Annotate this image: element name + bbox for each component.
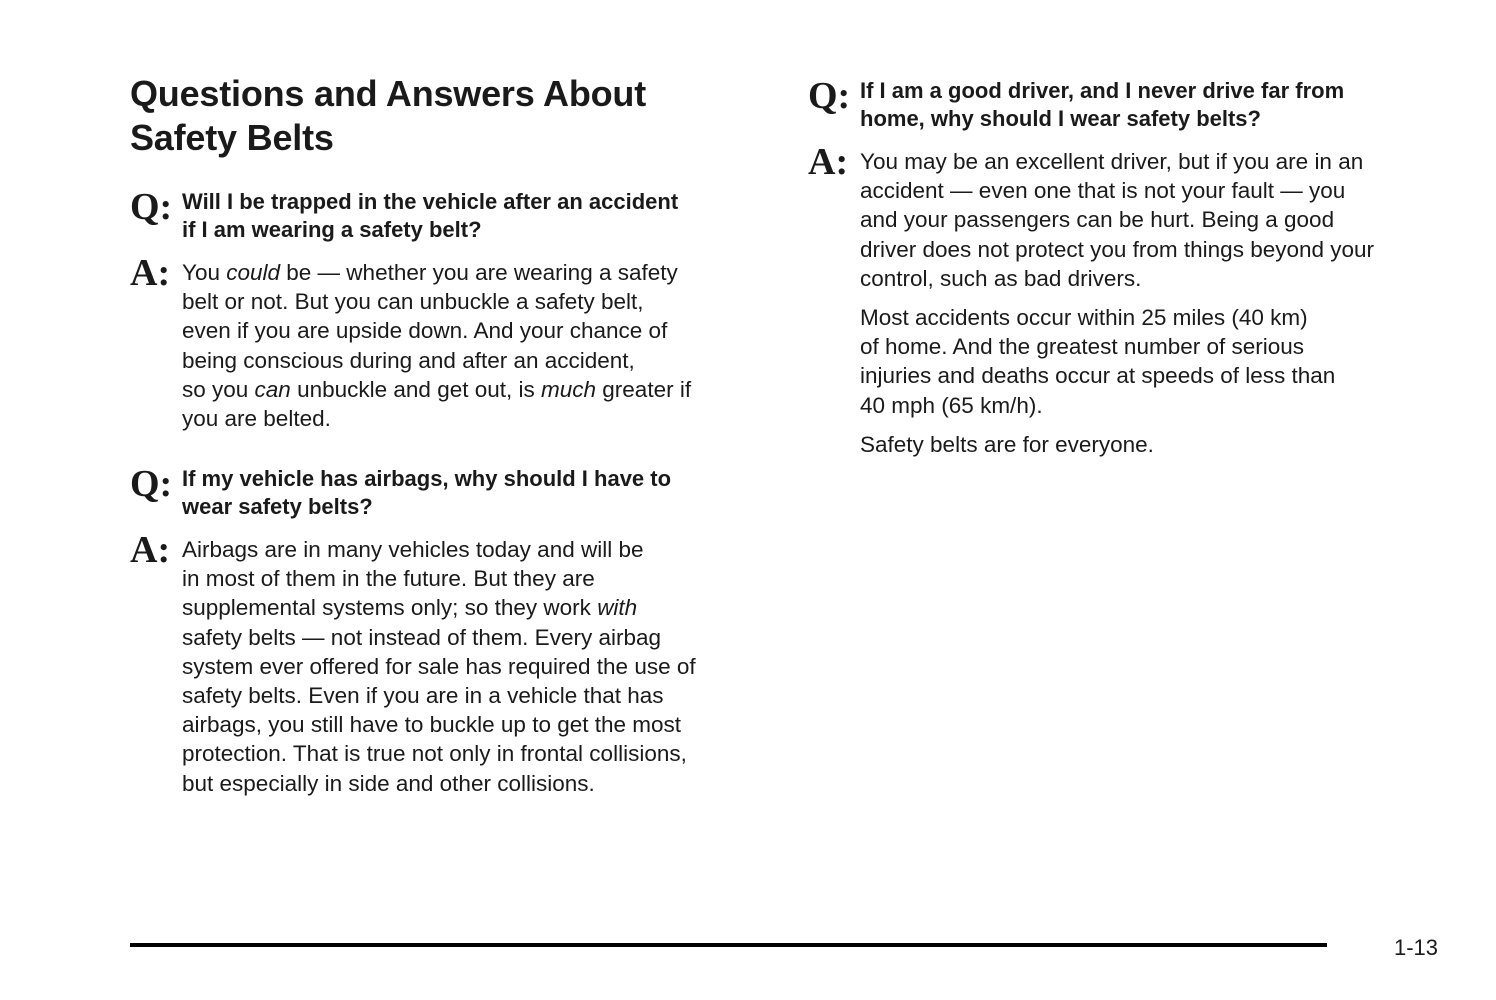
question-text	[182, 465, 770, 521]
question-block	[808, 77, 1458, 133]
qa-airbags	[130, 465, 770, 798]
answer-text	[860, 147, 1458, 293]
answer-line: airbags, you still have to buckle up to get the most	[182, 712, 682, 738]
answer-line: control, such as bad drivers.	[860, 265, 1142, 291]
paragraph-line: of home. And the greatest number of serious	[860, 334, 1305, 360]
paragraph-line: 40 mph (65 km/h).	[860, 392, 1043, 418]
q-marker: Q:	[130, 186, 173, 228]
answer-block	[808, 141, 1458, 293]
title-line-1: Questions and Answers About	[130, 73, 646, 114]
answer-line: driver does not protect you from things beyond your	[860, 236, 1375, 262]
answer-line: even if you are upside down. And your chance of	[182, 318, 668, 344]
paragraph-line: injuries and deaths occur at speeds of less than	[860, 363, 1336, 389]
answer-line: you are belted.	[182, 406, 331, 432]
answer-line: accident — even one that is not your fault — you	[860, 178, 1346, 204]
question-line: Will I be trapped in the vehicle after an accident	[182, 189, 679, 214]
answer-line: safety belts. Even if you are in a vehicle that has	[182, 683, 664, 709]
question-block	[130, 465, 770, 521]
question-text	[860, 77, 1458, 133]
answer-line: supplemental systems only; so they work with	[182, 595, 638, 621]
page-number: 1-13	[1394, 935, 1439, 960]
answer-text	[182, 258, 770, 433]
answer-block	[130, 252, 770, 433]
paragraph-line: Most accidents occur within 25 miles (40 km)	[860, 305, 1308, 331]
answer-line: Airbags are in many vehicles today and will be	[182, 537, 644, 562]
answer-line: in most of them in the future. But they are	[182, 566, 595, 592]
a-marker: A:	[130, 529, 171, 571]
answer-line: system ever offered for sale has required the use of	[182, 653, 696, 679]
question-line: If my vehicle has airbags, why should I have to	[182, 466, 672, 491]
question-block	[130, 188, 770, 244]
answer-line: You could be — whether you are wearing a safety	[182, 260, 678, 285]
answer-line: protection. That is true not only in frontal collisions,	[182, 741, 687, 767]
answer-line: being conscious during and after an accident,	[182, 347, 635, 373]
title-line-2: Safety Belts	[130, 117, 334, 158]
paragraph-everyone	[808, 430, 1458, 459]
answer-line: You may be an excellent driver, but if you are in an	[860, 149, 1364, 174]
question-line: home, why should I wear safety belts?	[860, 106, 1261, 131]
answer-line: so you can unbuckle and get out, is much greater if	[182, 376, 692, 402]
answer-line: but especially in side and other collisions.	[182, 770, 595, 796]
footer-rule	[130, 943, 1327, 947]
paragraph-accidents	[808, 303, 1458, 420]
a-marker: A:	[130, 252, 171, 294]
paragraph-text	[860, 303, 1458, 420]
answer-line: and your passengers can be hurt. Being a good	[860, 207, 1335, 233]
answer-text	[182, 535, 770, 798]
qa-trapped	[130, 188, 770, 433]
a-marker: A:	[808, 141, 849, 183]
paragraph-line: Safety belts are for everyone.	[860, 431, 1154, 457]
q-marker: Q:	[130, 463, 173, 505]
question-text	[182, 188, 770, 244]
qa-good-driver	[808, 77, 1458, 459]
q-marker: Q:	[808, 75, 851, 117]
answer-block	[130, 529, 770, 798]
question-line: If I am a good driver, and I never drive far from	[860, 78, 1345, 103]
page-title	[130, 72, 646, 160]
question-line: if I am wearing a safety belt?	[182, 217, 482, 242]
question-line: wear safety belts?	[182, 494, 373, 519]
answer-line: belt or not. But you can unbuckle a safety belt,	[182, 289, 644, 315]
answer-line: safety belts — not instead of them. Every airbag	[182, 624, 661, 650]
